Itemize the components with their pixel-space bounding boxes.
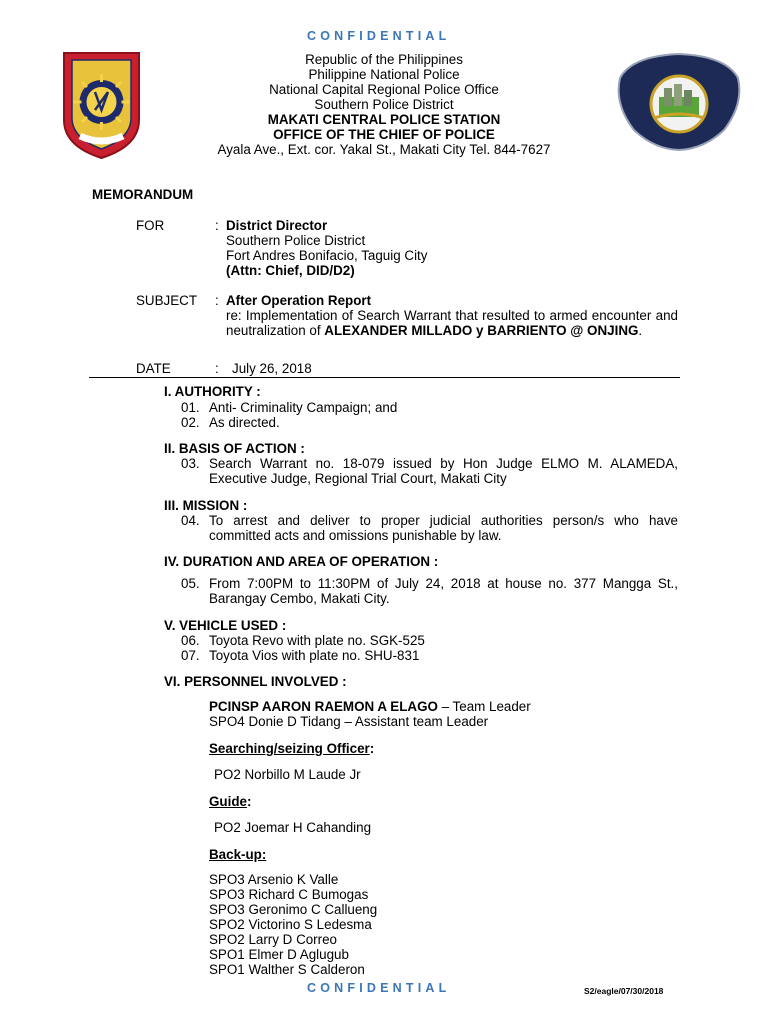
header-divider [89,377,680,378]
header-pnp: Philippine National Police [308,67,460,82]
assistant-team-leader: SPO4 Donie D Tidang – Assistant team Leader [209,714,489,729]
section-authority-title: I. AUTHORITY : [164,384,261,399]
header-spd: Southern Police District [314,97,454,112]
section-duration-title: IV. DURATION AND AREA OF OPERATION : [164,554,439,569]
item-text: As directed. [209,415,280,430]
basis-item [181,456,678,486]
searching-officer-heading [209,741,374,756]
header-station: MAKATI CENTRAL POLICE STATION [267,112,501,127]
item-number: 04. [181,513,200,528]
section-mission-title: III. MISSION : [164,498,248,513]
confidential-bottom: CONFIDENTIAL [307,981,451,995]
guide-officer: PO2 Joemar H Cahanding [214,820,372,835]
item-text: Toyota Revo with plate no. SGK-525 [209,633,425,648]
backup-officer: SPO3 Arsenio K Valle [209,872,339,887]
duration-item [181,576,678,606]
subject-body [226,308,678,338]
pnp-seal-logo [58,50,145,160]
guide-heading [209,794,251,809]
for-recipient-block [226,218,427,278]
confidential-top: CONFIDENTIAL [307,29,451,43]
item-number: 02. [181,415,200,430]
makati-city-police-logo [614,52,744,152]
searching-officer-colon: : [369,741,375,756]
subject-body-name: ALEXANDER MILLADO y BARRIENTO @ ONJING [324,323,639,338]
section-vehicle-title: V. VEHICLE USED : [164,618,287,633]
subject-body-end: . [638,323,643,338]
header-address: Ayala Ave., Ext. cor. Yakal St., Makati City Tel. 844-7627 [217,142,551,157]
item-text: Search Warrant no. 18-079 issued by Hon Judge ELMO M. ALAMEDA, Executive Judge, Regional Trial Court, Makati City [209,456,678,486]
team-leader-role: – Team Leader [437,699,531,714]
section-personnel-title: VI. PERSONNEL INVOLVED : [164,674,347,689]
backup-officer: SPO1 Elmer D Aglugub [209,947,349,962]
for-office: Southern Police District [226,233,366,248]
item-number: 06. [181,633,200,648]
mission-item [181,513,678,543]
date-label: DATE [136,361,171,376]
subject-block [226,293,678,338]
authority-item [181,415,678,430]
for-address: Fort Andres Bonifacio, Taguig City [226,248,428,263]
item-text: From 7:00PM to 11:30PM of July 24, 2018 at house no. 377 Mangga St., Barangay Cembo, Makati City. [209,576,678,606]
team-leader-name: PCINSP AARON RAEMON A ELAGO [209,699,438,714]
team-leader [209,699,531,714]
for-label: FOR [136,218,165,233]
backup-officer: SPO1 Walther S Calderon [209,962,365,977]
vehicle-item [181,633,678,648]
item-text: Toyota Vios with plate no. SHU-831 [209,648,420,663]
backup-officer: SPO2 Larry D Correo [209,932,337,947]
item-number: 07. [181,648,200,663]
subject-colon: : [215,293,219,308]
backup-officer: SPO2 Victorino S Ledesma [209,917,372,932]
date-value: July 26, 2018 [232,361,312,376]
backup-officer: SPO3 Richard C Bumogas [209,887,369,902]
guide-colon: : [246,794,252,809]
for-colon: : [215,218,219,233]
header-office: OFFICE OF THE CHIEF OF POLICE [273,127,495,142]
letterhead [150,52,618,157]
memo-title: MEMORANDUM [92,187,194,202]
backup-officer: SPO3 Geronimo C Callueng [209,902,378,917]
header-ncrpo: National Capital Regional Police Office [269,82,499,97]
item-text: Anti- Criminality Campaign; and [209,400,398,415]
document-reference: S2/eagle/07/30/2018 [584,986,664,996]
vehicle-item [181,648,678,663]
date-colon: : [215,361,219,376]
item-text: To arrest and deliver to proper judicial authorities person/s who have committed acts and omissions punishable by law. [209,513,678,543]
backup-label: Back-up: [209,847,267,862]
item-number: 03. [181,456,200,471]
backup-list [209,872,377,977]
searching-officer: PO2 Norbillo M Laude Jr [214,767,361,782]
guide-label: Guide [209,794,247,809]
subject-label: SUBJECT [136,293,198,308]
header-republic: Republic of the Philippines [305,52,463,67]
subject-title: After Operation Report [226,293,372,308]
item-number: 05. [181,576,200,591]
authority-item [181,400,678,415]
subject-body-text: re: Implementation of Search Warrant that resulted to armed encounter and neutralization of [226,308,678,338]
item-number: 01. [181,400,200,415]
section-basis-title: II. BASIS OF ACTION : [164,441,305,456]
for-recipient: District Director [226,218,328,233]
for-attn: (Attn: Chief, DID/D2) [226,263,355,278]
searching-officer-label: Searching/seizing Officer [209,741,370,756]
